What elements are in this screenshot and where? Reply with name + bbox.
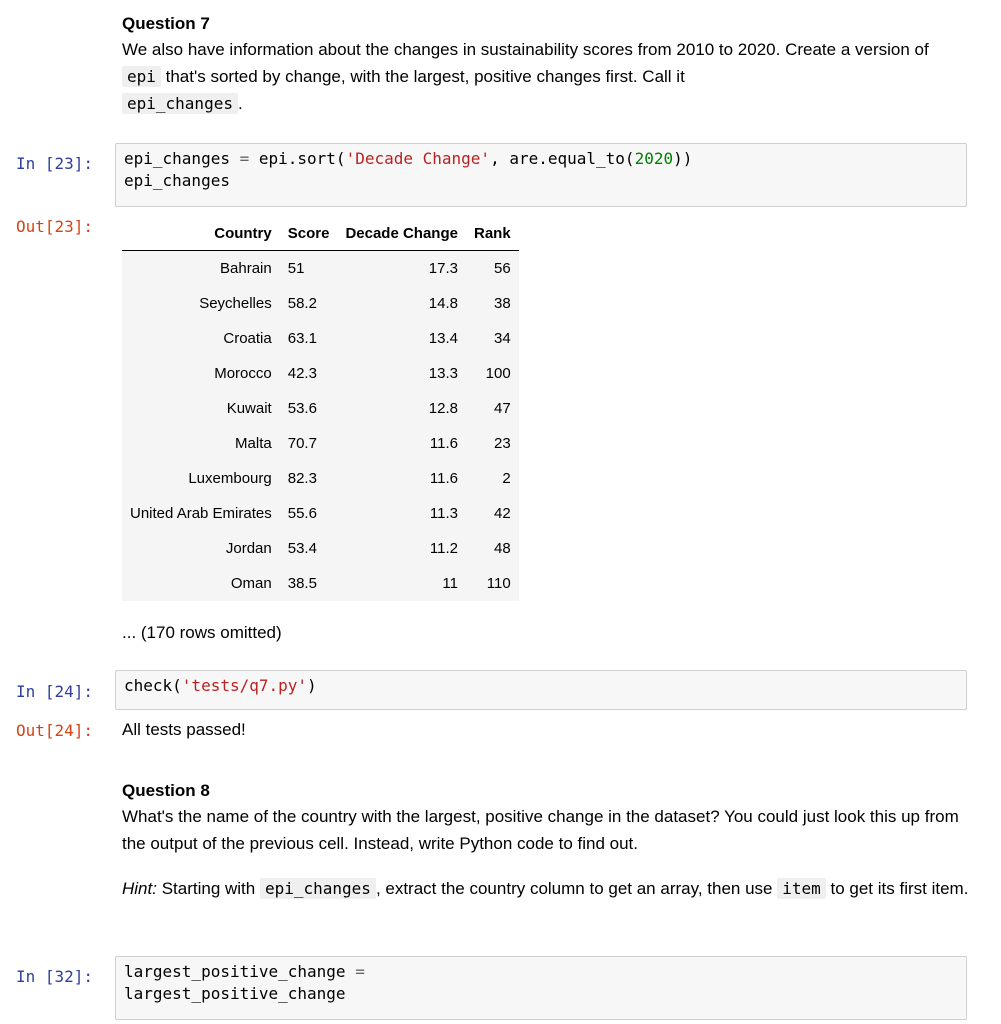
cell-score: 58.2	[280, 286, 338, 321]
cell-country: United Arab Emirates	[122, 496, 280, 531]
question-7-text	[122, 36, 972, 117]
code-token: epi.sort(	[249, 149, 346, 168]
question-7-title: Question 7	[122, 14, 210, 33]
column-header-decade-change: Decade Change	[337, 216, 466, 251]
column-header-country: Country	[122, 216, 280, 251]
out-prompt-23: Out[23]:	[16, 217, 94, 236]
code-token: )	[307, 676, 317, 695]
hint-text-2: , extract the country column to get an array, then use	[375, 879, 778, 898]
cell-score: 63.1	[280, 321, 338, 356]
inline-code-epi-changes: epi_changes	[260, 878, 376, 899]
cell-score: 53.4	[280, 531, 338, 566]
question-8-hint	[122, 875, 972, 902]
cell-decade-change: 12.8	[337, 391, 466, 426]
column-header-score: Score	[280, 216, 338, 251]
code-cell-23[interactable]	[115, 143, 967, 207]
cell-score: 42.3	[280, 356, 338, 391]
table-row	[122, 391, 519, 426]
cell-rank: 38	[466, 286, 519, 321]
question-7-markdown	[122, 12, 972, 117]
cell-rank: 2	[466, 461, 519, 496]
inline-code-epi-changes: epi_changes	[122, 93, 238, 114]
in-prompt-23: In [23]:	[16, 154, 94, 173]
cell-decade-change: 11.6	[337, 426, 466, 461]
question-8-title: Question 8	[122, 781, 210, 800]
cell-decade-change: 17.3	[337, 251, 466, 287]
table-row	[122, 426, 519, 461]
code-operator: =	[239, 149, 250, 168]
out-prompt-24: Out[24]:	[16, 721, 94, 740]
cell-country: Malta	[122, 426, 280, 461]
epi-changes-table	[122, 216, 519, 601]
cell-country: Jordan	[122, 531, 280, 566]
code-number: 2020	[634, 149, 674, 168]
cell-score: 82.3	[280, 461, 338, 496]
code-token: epi_changes	[124, 171, 230, 190]
cell-country: Luxembourg	[122, 461, 280, 496]
question-8-markdown	[122, 779, 972, 902]
code-token: largest_positive_change	[124, 962, 356, 981]
cell-score: 70.7	[280, 426, 338, 461]
cell-rank: 34	[466, 321, 519, 356]
cell-country: Croatia	[122, 321, 280, 356]
cell-decade-change: 11.3	[337, 496, 466, 531]
cell-decade-change: 14.8	[337, 286, 466, 321]
q7-text-2: that's sorted by change, with the largest, positive changes first. Call it	[160, 67, 685, 86]
column-header-rank: Rank	[466, 216, 519, 251]
cell-score: 51	[280, 251, 338, 287]
table-row	[122, 321, 519, 356]
rows-omitted-note: ... (170 rows omitted)	[122, 623, 282, 642]
cell-decade-change: 11.6	[337, 461, 466, 496]
cell-score: 55.6	[280, 496, 338, 531]
cell-score: 38.5	[280, 566, 338, 601]
table-row	[122, 356, 519, 391]
cell-country: Oman	[122, 566, 280, 601]
code-token: check(	[124, 676, 182, 695]
in-prompt-32: In [32]:	[16, 967, 94, 986]
cell-rank: 110	[466, 566, 519, 601]
code-operator: =	[355, 962, 365, 981]
table-row	[122, 496, 519, 531]
cell-rank: 100	[466, 356, 519, 391]
code-token: epi_changes	[124, 149, 240, 168]
cell-country: Morocco	[122, 356, 280, 391]
inline-code-item: item	[777, 878, 826, 899]
code-cell-32[interactable]	[115, 956, 967, 1020]
cell-decade-change: 11.2	[337, 531, 466, 566]
cell-decade-change: 11	[337, 566, 466, 601]
q7-text-3: .	[237, 94, 243, 113]
hint-label: Hint:	[122, 879, 157, 898]
table-row	[122, 286, 519, 321]
cell-country: Kuwait	[122, 391, 280, 426]
q7-text-1: We also have information about the changes in sustainability scores from 2010 to 2020. Create a version of	[122, 40, 929, 59]
code-string: 'Decade Change'	[345, 149, 491, 168]
table-row	[122, 251, 519, 287]
hint-text-3: to get its first item.	[825, 879, 969, 898]
cell-rank: 42	[466, 496, 519, 531]
in-prompt-24: In [24]:	[16, 682, 94, 701]
table-header-row	[122, 216, 519, 251]
inline-code-epi: epi	[122, 66, 161, 87]
table-row	[122, 531, 519, 566]
cell-rank: 47	[466, 391, 519, 426]
cell-country: Bahrain	[122, 251, 280, 287]
question-8-text: What's the name of the country with the largest, positive change in the dataset? You could just look this up from the output of the previous cell. Instead, write Python code to find out.	[122, 807, 959, 853]
code-token: largest_positive_change	[124, 984, 346, 1003]
cell-decade-change: 13.4	[337, 321, 466, 356]
code-token: ))	[673, 149, 693, 168]
cell-country: Seychelles	[122, 286, 280, 321]
cell-rank: 23	[466, 426, 519, 461]
code-string: 'tests/q7.py'	[181, 676, 308, 695]
cell-rank: 56	[466, 251, 519, 287]
hint-text-1: Starting with	[156, 879, 260, 898]
cell-decade-change: 13.3	[337, 356, 466, 391]
table-row	[122, 461, 519, 496]
cell-rank: 48	[466, 531, 519, 566]
code-cell-24[interactable]	[115, 670, 967, 710]
table-row	[122, 566, 519, 601]
test-output: All tests passed!	[122, 720, 246, 739]
code-token: , are.equal_to(	[490, 149, 635, 168]
cell-score: 53.6	[280, 391, 338, 426]
